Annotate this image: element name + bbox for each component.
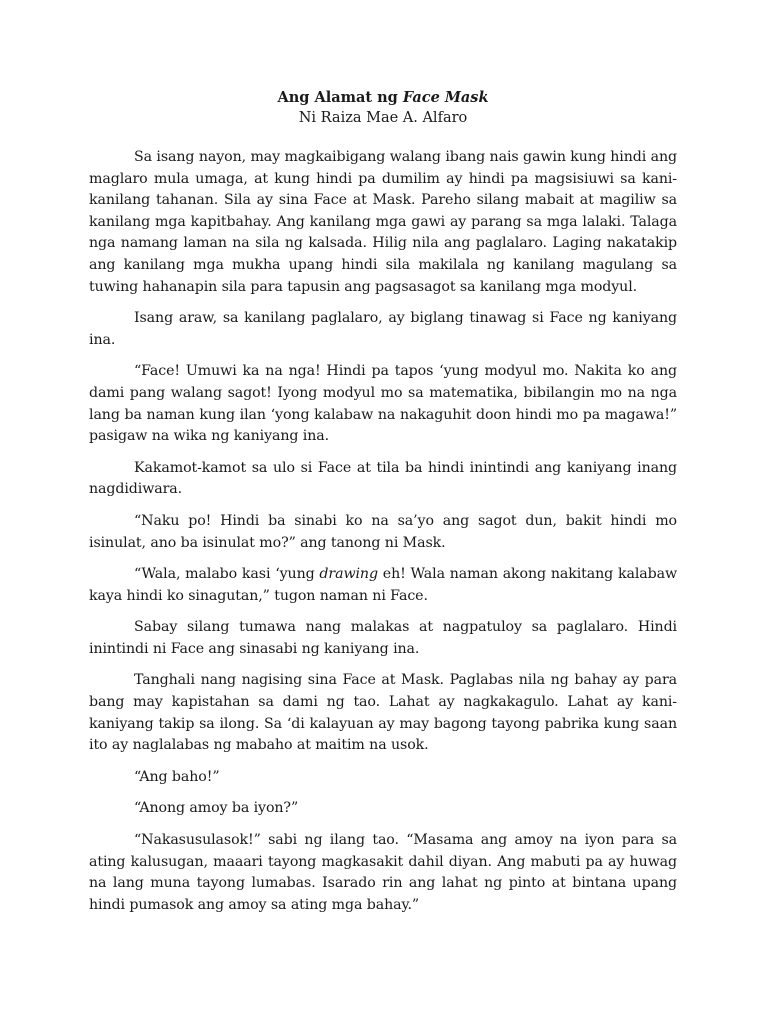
paragraph-drawing bbox=[89, 564, 677, 607]
paragraph: “Naku po! Hindi ba sinabi ko na sa’yo ang sagot dun, bakit hindi mo isinulat, ano ba isinulat mo?” ang tanong ni Mask. bbox=[89, 512, 677, 551]
paragraph: “Nakasusulasok!” sabi ng ilang tao. “Masama ang amoy na iyon para sa ating kalusugan, maaari tayong magkasakit dahil diyan. Ang mabuti pa ay huwag na lang muna tayong lumabas. Isarado rin ang lahat ng pinto at bintana upang hindi pumasok ang amoy sa ating mga bahay.” bbox=[89, 832, 677, 913]
paragraph: “Ang baho!” bbox=[134, 768, 220, 785]
paragraph-text: eh! Wala naman akong nakitang kalabaw kaya hindi ko sinagutan,” tugon naman ni Face. bbox=[89, 566, 677, 604]
paragraph: Sabay silang tumawa nang malakas at nagpatuloy sa paglalaro. Hindi inintindi ni Face ang sinasabi ng kaniyang ina. bbox=[89, 619, 677, 657]
title-italic-text: Face Mask bbox=[402, 89, 489, 106]
paragraph: “Face! Umuwi ka na nga! Hindi pa tapos ‘yung modyul mo. Nakita ko ang dami pang walang sagot! Iyong modyul mo sa matematika, bibilangin mo na nga lang ba naman kung ilan ‘yong kalabaw na nakaguhit doon hindi mo pa magawa!” pasigaw na wika ng kaniyang ina. bbox=[89, 363, 677, 445]
paragraph-text: “Wala, malabo kasi ‘yung bbox=[134, 566, 320, 583]
title-text: Ang Alamat ng bbox=[277, 89, 403, 106]
paragraph: Isang araw, sa kanilang paglalaro, ay biglang tinawag si Face ng kaniyang ina. bbox=[89, 310, 677, 348]
paragraph: “Anong amoy ba iyon?” bbox=[134, 800, 299, 817]
italic-word: drawing bbox=[319, 566, 378, 583]
paragraph: Tanghali nang nagising sina Face at Mask. Paglabas nila ng bahay ay para bang may kapistahan sa dami ng tao. Lahat ay nagkakagulo. Lahat ay kani-kaniyang takip sa ilong. Sa ‘di kalayuan ay may bagong tayong pabrika kung saan ito ay naglalabas ng mabaho at maitim na usok. bbox=[89, 672, 677, 754]
document-author: Ni Raiza Mae A. Alfaro bbox=[298, 110, 468, 126]
paragraph: Kakamot-kamot sa ulo si Face at tila ba hindi inintindi ang kaniyang inang nagdidiwara. bbox=[89, 459, 677, 498]
paragraph: Sa isang nayon, may magkaibigang walang ibang nais gawin kung hindi ang maglaro mula umaga, at kung hindi pa dumilim ay hindi pa magsisiuwi sa kani-kanilang tahanan. Sila ay sina Face at Mask. Pareho silang mabait at magiliw sa kanilang mga kapitbahay. Ang kanilang mga gawi ay parang sa mga lalaki. Talaga nga namang laman na sila ng kalsada. Hilig nila ang paglalaro. Laging nakatakip ang kanilang mga mukha upang hindi sila makilala ng kanilang magulang sa tuwing hahanapin sila para tapusin ang pagsasagot sa kanilang mga modyul. bbox=[89, 149, 677, 295]
document-page bbox=[89, 88, 677, 926]
document-title bbox=[89, 88, 677, 108]
